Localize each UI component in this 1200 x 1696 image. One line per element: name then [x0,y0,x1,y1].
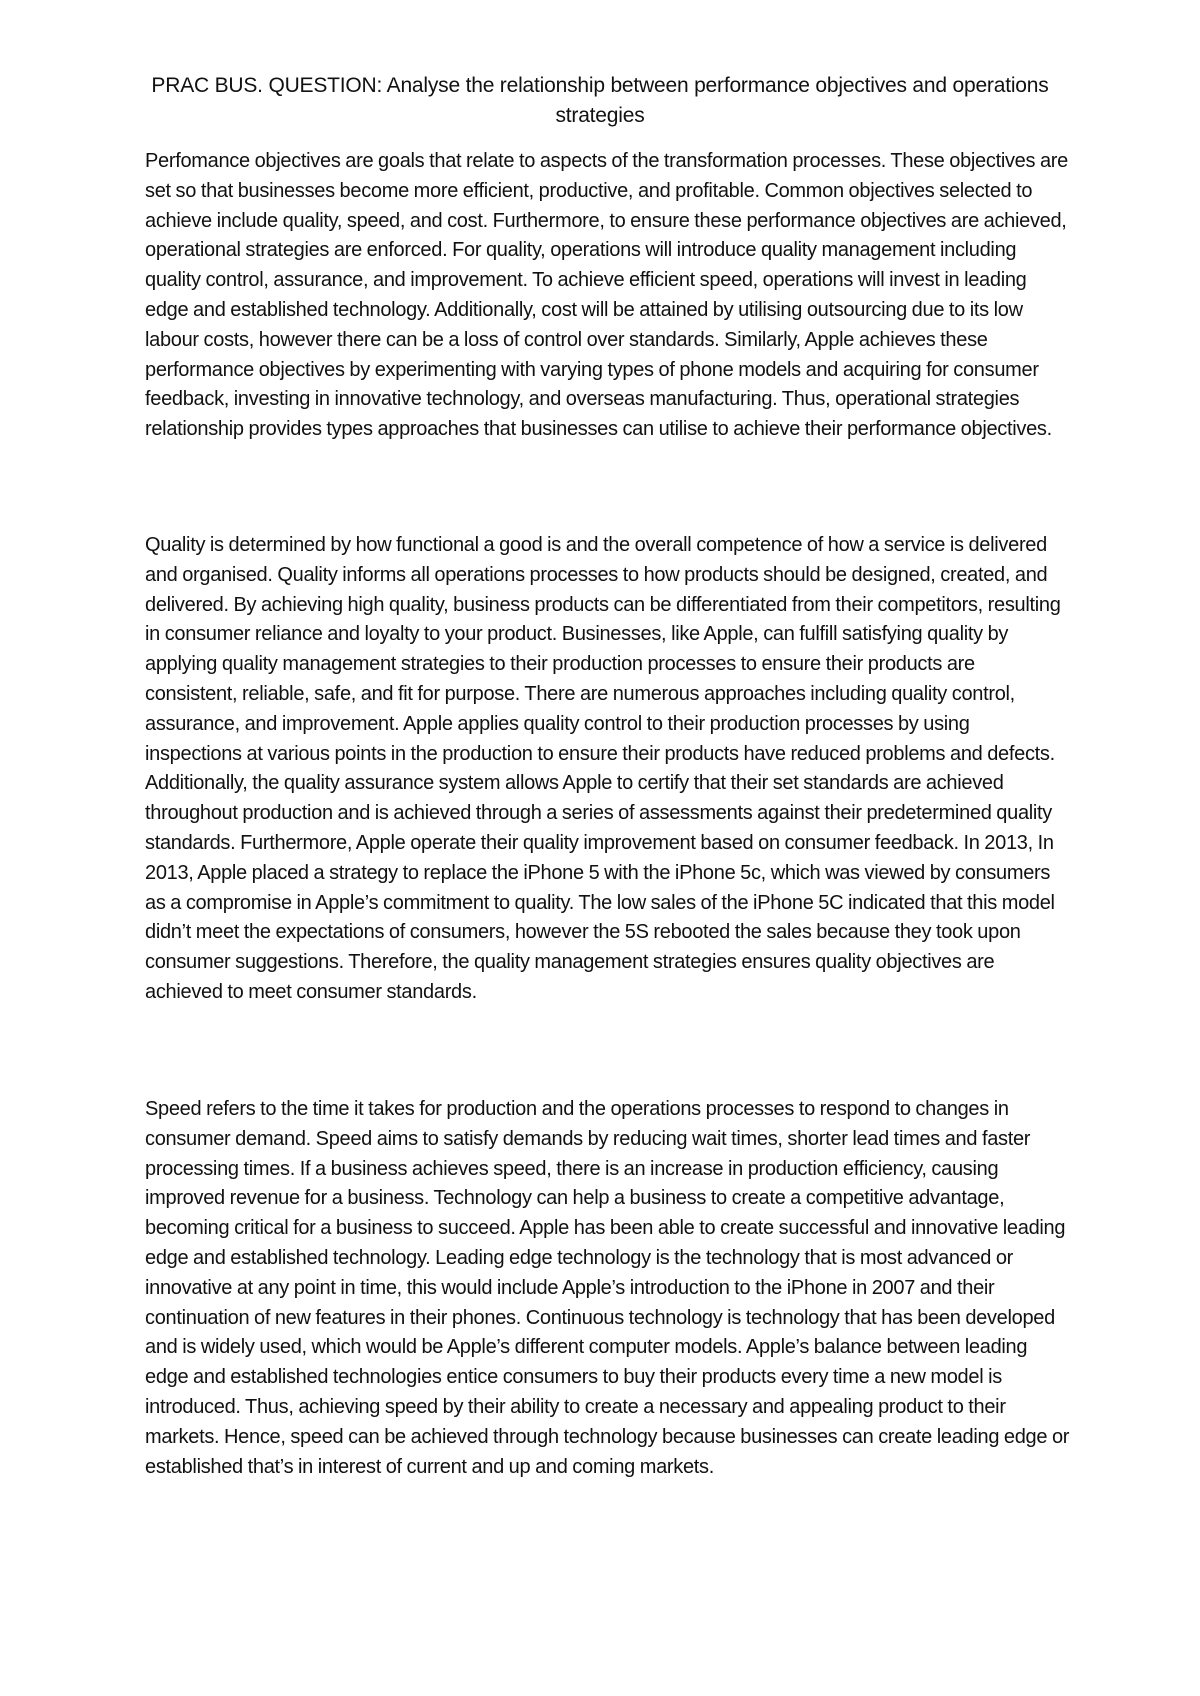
paragraph-speed: Speed refers to the time it takes for production and the operations processes to respond to changes in consumer demand. Speed aims to satisfy demands by reducing wait times, shorter lead times and faster processing times. If a business achieves speed, there is an increase in production efficiency, causing improved revenue for a business. Technology can help a business to create a competitive advantage, becoming critical for a business to succeed. Apple has been able to create successful and innovative leading edge and established technology. Leading edge technology is the technology that is most advanced or innovative at any point in time, this would include Apple’s introduction to the iPhone in 2007 and their continuation of new features in their phones. Continuous technology is technology that has been developed and is widely used, which would be Apple’s different computer models. Apple’s balance between leading edge and established technologies entice consumers to buy their products every time a new model is introduced. Thus, achieving speed by their ability to create a necessary and appealing product to their markets. Hence, speed can be achieved through technology because businesses can create leading edge or established that’s in interest of current and up and coming markets. [145,1098,1070,1478]
document-title: PRAC BUS. QUESTION: Analyse the relationship between performance objectives and operations strategies [151,74,1049,127]
paragraph-performance-objectives: Perfomance objectives are goals that relate to aspects of the transformation processes. These objectives are set so that businesses become more efficient, productive, and profitable. Common objectives selected to achieve include quality, speed, and cost. Furthermore, to ensure these performance objectives are achieved, operational strategies are enforced. For quality, operations will introduce quality management including quality control, assurance, and improvement. To achieve efficient speed, operations will invest in leading edge and established technology. Additionally, cost will be attained by utilising outsourcing due to its low labour costs, however there can be a loss of control over standards. Similarly, Apple achieves these performance objectives by experimenting with varying types of phone models and acquiring for consumer feedback, investing in innovative technology, and overseas manufacturing. Thus, operational strategies relationship provides types approaches that businesses can utilise to achieve their performance objectives. [145,150,1068,441]
paragraph-quality: Quality is determined by how functional a good is and the overall competence of how a service is delivered and organised. Quality informs all operations processes to how products should be designed, created, and delivered. By achieving high quality, business products can be differentiated from their competitors, resulting in consumer reliance and loyalty to your product. Businesses, like Apple, can fulfill satisfying quality by applying quality management strategies to their production processes to ensure their products are consistent, reliable, safe, and fit for purpose. There are numerous approaches including quality control, assurance, and improvement. Apple applies quality control to their production processes by using inspections at various points in the production to ensure their products have reduced problems and defects. Additionally, the quality assurance system allows Apple to certify that their set standards are achieved throughout production and is achieved through a series of assessments against their predetermined quality standards. Furthermore, Apple operate their quality improvement based on consumer feedback. In 2013, In 2013, Apple placed a strategy to replace the iPhone 5 with the iPhone 5c, which was viewed by consumers as a compromise in Apple’s commitment to quality. The low sales of the iPhone 5C indicated that this model didn’t meet the expectations of consumers, however the 5S rebooted the sales because they took upon consumer suggestions. Therefore, the quality management strategies ensures quality objectives are achieved to meet consumer standards. [145,534,1061,1003]
